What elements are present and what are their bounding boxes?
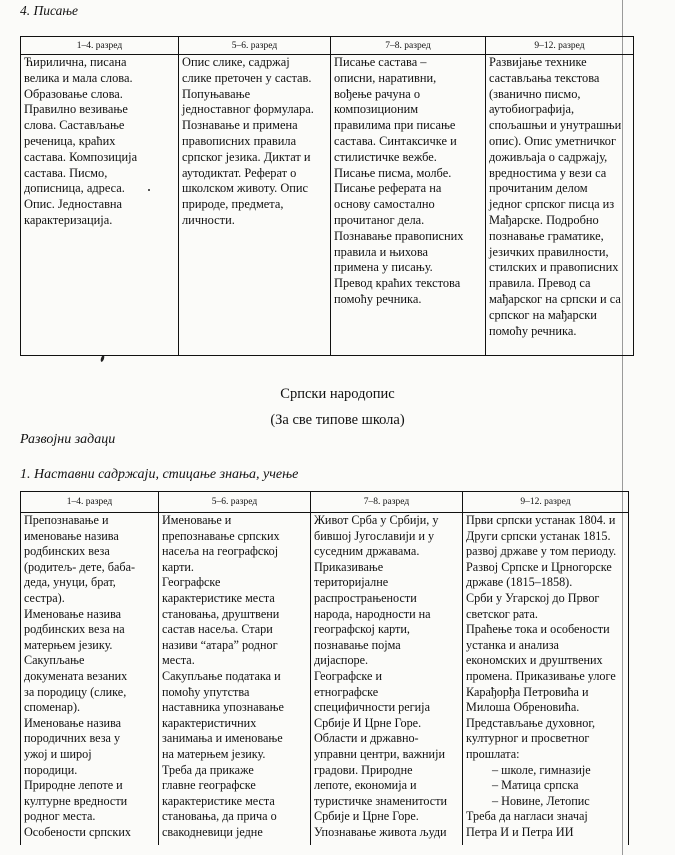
- cell-text-line: Праћење тока и особености: [466, 622, 610, 637]
- cell-text-line: – школе, гимназије: [492, 762, 591, 777]
- cell-text-line: Именовање назива: [24, 715, 122, 730]
- cell-text-line: слова. Састављање: [24, 118, 125, 133]
- cell-text-line: породичних веза у: [24, 731, 121, 746]
- cell-text-line: свакодневици једне: [162, 824, 263, 839]
- grade-header-9-12: 9–12. разред: [463, 492, 629, 513]
- cell-text-line: дописница, адреса.: [24, 181, 125, 196]
- section-title-writing: 4. Писање: [20, 3, 78, 18]
- cell-text-line: именовање назива: [24, 528, 119, 543]
- cell-text-line: правила. Превод са: [489, 276, 591, 291]
- cell-text-line: Живот Срба у Србији, у: [314, 513, 439, 527]
- cell-text-line: Приказивање: [314, 559, 384, 574]
- cell-text-line: докумената везаних: [24, 668, 128, 683]
- cell-text-line: етнографске: [314, 684, 379, 699]
- folklore-table: [20, 491, 629, 845]
- cell-text-line: слике преточен у састав.: [182, 70, 312, 85]
- cell-text-line: називи “атара” родног: [162, 637, 278, 652]
- cell-text-line: родбинских веза: [24, 544, 110, 559]
- cell-text-line: Милоша Обреновића.: [466, 700, 580, 715]
- cell-text-line: правила и њихова: [334, 244, 429, 259]
- cell-text-line: државе (1815–1858).: [466, 575, 573, 590]
- cell-text-line: развој државе у том периоду.: [466, 544, 617, 559]
- folklore-cell-grade-5-6: [159, 513, 311, 845]
- cell-text-line: места.: [162, 653, 195, 668]
- cell-text-line: управни центри, важнији: [314, 746, 445, 761]
- cell-text-line: прочитаним делом: [489, 181, 588, 196]
- cell-text-line: народа, народности на: [314, 606, 431, 621]
- cell-text-line: Попуњавање: [182, 86, 251, 101]
- cell-text-line: Петра И и Петра ИИ: [466, 824, 574, 839]
- cell-text-line: устанка и анализа: [466, 637, 559, 652]
- cell-text-line: Географске: [162, 575, 221, 590]
- cell-text-line: Срби у Угарској до Првог: [466, 590, 600, 605]
- cell-text-line: стилских и правописних: [489, 260, 619, 275]
- cell-text-line: територијалне: [314, 575, 389, 590]
- cell-text-line: Познавање правописних: [334, 228, 464, 243]
- cell-text-line: Именовање назива: [24, 606, 122, 621]
- writing-cell-grade-9-12: [486, 55, 634, 356]
- cell-text-line: родбинских веза на: [24, 622, 125, 637]
- cell-text-line: опис). Опис уметничког: [489, 133, 617, 148]
- folklore-table-row: [21, 513, 629, 845]
- cell-text-line: Географске и: [314, 668, 383, 683]
- cell-text-line: Препознавање и: [24, 513, 109, 527]
- cell-text-line: на матерњем језику.: [162, 746, 266, 761]
- cell-text-line: основу самостално: [334, 197, 435, 212]
- cell-text-line: Писање писма, молбе.: [334, 165, 452, 180]
- cell-text-line: наставника упознавање: [162, 700, 284, 715]
- cell-text-line: Први српски устанак 1804. и: [466, 513, 616, 527]
- folklore-cell-grade-1-4: [21, 513, 159, 845]
- cell-text-line: карактеристике места: [162, 793, 275, 808]
- cell-text-line: културног и просветног: [466, 731, 590, 746]
- cell-text-line: бившој Југославији и у: [314, 528, 435, 543]
- cell-text-line: Треба да прикаже: [162, 762, 254, 777]
- section-title-contents: 1. Наставни садржаји, стицање знања, учење: [20, 467, 299, 482]
- grade-header-5-6: 5–6. разред: [159, 492, 311, 513]
- writing-table: [20, 36, 634, 356]
- cell-text-line: српског на мађарски: [489, 307, 597, 322]
- cell-text-line: деда, унуци, брат,: [24, 575, 116, 590]
- cell-text-line: Развој Српске и Црногорске: [466, 559, 612, 574]
- cell-text-line: Треба да нагласи значај: [466, 809, 588, 824]
- cell-text-line: Други српски устанак 1815.: [466, 528, 611, 543]
- cell-text-line: српског језика. Диктат и: [182, 149, 311, 164]
- cell-text-line: географској карти,: [314, 622, 410, 637]
- cell-text-line: распрострањености: [314, 590, 417, 605]
- writing-cell-grade-5-6: [179, 55, 331, 356]
- cell-text-line: Упознавање живота људи: [314, 824, 447, 839]
- writing-cell-grade-7-8: [331, 55, 486, 356]
- cell-text-line: главне географске: [162, 778, 256, 793]
- grade-header-1-4: 1–4. разред: [21, 492, 159, 513]
- cell-text-line: суседним државама.: [314, 544, 420, 559]
- cell-text-line: правописних правила: [182, 133, 297, 148]
- cell-text-line: школском животу. Опис: [182, 181, 309, 196]
- writing-table-header-row: [21, 37, 634, 55]
- cell-text-line: састава. Синтаксичке и: [334, 133, 457, 148]
- cell-text-line: Познавање и примена: [182, 118, 298, 133]
- cell-text-line: спољашњи и унутрашњи: [489, 118, 622, 133]
- cell-text-line: аутобиографија,: [489, 102, 575, 117]
- writing-cell-grade-1-4: [21, 55, 179, 356]
- cell-text-line: карти.: [162, 559, 194, 574]
- cell-text-line: састава. Писмо,: [24, 165, 108, 180]
- cell-text-line: туристичке знаменитости: [314, 793, 448, 808]
- folklore-cell-grade-7-8: [311, 513, 463, 845]
- cell-text-line: Писање реферата на: [334, 181, 442, 196]
- cell-text-line: састав насеља. Стари: [162, 622, 273, 637]
- cell-text-line: реченица, краћих: [24, 133, 116, 148]
- cell-text-line: правилима при писање: [334, 118, 456, 133]
- cell-text-line: Природне лепоте и: [24, 778, 123, 793]
- cell-text-line: породици.: [24, 762, 78, 777]
- cell-text-line: описни, наративни,: [334, 70, 437, 85]
- cell-text-line: Представљање духовног,: [466, 715, 595, 730]
- cell-text-line: Развијање технике: [489, 55, 587, 69]
- cell-text-line: занимања и именовање: [162, 731, 283, 746]
- cell-text-line: вредностима у вези са: [489, 165, 607, 180]
- cell-text-line: светског рата.: [466, 606, 538, 621]
- cell-text-line: композиционим: [334, 102, 419, 117]
- cell-text-line: Образовање слова.: [24, 86, 123, 101]
- cell-text-line: Области и државно-: [314, 731, 419, 746]
- cell-text-line: Карађорђа Петровића и: [466, 684, 589, 699]
- cell-text-line: велика и мала слова.: [24, 70, 133, 85]
- cell-text-line: познавање појма: [314, 637, 401, 652]
- cell-text-line: лепоте, економија и: [314, 778, 417, 793]
- cell-text-line: културне вредности: [24, 793, 128, 808]
- cell-text-line: Писање састава –: [334, 55, 427, 69]
- cell-text-line: становања, да прича о: [162, 809, 277, 824]
- writing-table-row: [21, 55, 634, 356]
- grade-header-1-4: 1–4. разред: [21, 37, 179, 55]
- cell-text-line: економских и друштвених: [466, 653, 603, 668]
- cell-text-line: Сакупљање: [24, 653, 85, 668]
- cell-text-line: промена. Приказивање улоге: [466, 668, 616, 683]
- cell-text-line: Србије И Црне Горе.: [314, 715, 422, 730]
- cell-text-line: састављања текстова: [489, 70, 600, 85]
- folklore-table-header-row: [21, 492, 629, 513]
- subject-title: Српски народопис: [280, 386, 395, 402]
- cell-text-line: једног српског писца из: [489, 197, 615, 212]
- development-tasks-title: Развојни задаци: [20, 432, 116, 447]
- cell-text-line: дијаспоре.: [314, 653, 369, 668]
- cell-text-line: сестра).: [24, 590, 65, 605]
- cell-text-line: – Матица српска: [492, 778, 579, 793]
- cell-text-line: доживљаја о садржају,: [489, 149, 608, 164]
- folklore-cell-grade-9-12: [463, 513, 629, 845]
- subject-subtitle: (За све типове школа): [270, 412, 405, 428]
- cell-text-line: ужој и широј: [24, 746, 92, 761]
- cell-text-line: карактеристике места: [162, 590, 275, 605]
- cell-text-line: за породицу (слике,: [24, 684, 127, 699]
- cell-text-line: Сакупљање података и: [162, 668, 281, 683]
- cell-text-line: родног места.: [24, 809, 96, 824]
- cell-text-line: аутодиктат. Реферат о: [182, 165, 297, 180]
- cell-text-line: примена у писању.: [334, 260, 433, 275]
- cell-text-line: споменар).: [24, 700, 81, 715]
- cell-text-line: Превод краћих текстова: [334, 276, 461, 291]
- cell-text-line: градови. Природне: [314, 762, 413, 777]
- cell-text-line: Ћирилична, писана: [24, 55, 127, 69]
- cell-text-line: мађарског на српски и са: [489, 291, 621, 306]
- cell-text-line: матерњем језику.: [24, 637, 113, 652]
- cell-text-line: Правилно везивање: [24, 102, 128, 117]
- cell-text-line: помоћу упутства: [162, 684, 250, 699]
- cell-text-line: Мађарске. Подробно: [489, 212, 599, 227]
- cell-text-line: помоћу речника.: [489, 323, 577, 338]
- cell-text-line: прошлата:: [466, 746, 520, 761]
- cell-text-line: помоћу речника.: [334, 291, 422, 306]
- cell-text-line: једноставног формулара.: [182, 102, 314, 117]
- cell-text-line: специфичности регија: [314, 700, 430, 715]
- cell-text-line: личности.: [182, 212, 235, 227]
- grade-header-5-6: 5–6. разред: [179, 37, 331, 55]
- cell-text-line: карактеризација.: [24, 212, 113, 227]
- cell-text-line: препознавање српских: [162, 528, 280, 543]
- cell-text-line: језичких правилности,: [489, 244, 609, 259]
- cell-text-line: становања, друштвени: [162, 606, 280, 621]
- cell-text-line: насеља на географској: [162, 544, 279, 559]
- cell-text-line: састава. Композиција: [24, 149, 138, 164]
- cell-text-line: Опис. Једноставна: [24, 197, 123, 212]
- cell-text-line: Опис слике, садржај: [182, 55, 290, 69]
- cell-text-line: – Новине, Летопис: [492, 793, 590, 808]
- cell-text-line: познавање граматике,: [489, 228, 604, 243]
- cell-text-line: (званично писмо,: [489, 86, 581, 101]
- grade-header-7-8: 7–8. разред: [331, 37, 486, 55]
- cell-text-line: прочитаног дела.: [334, 212, 425, 227]
- cell-text-line: (родитељ- дете, баба-: [24, 559, 136, 574]
- grade-header-9-12: 9–12. разред: [486, 37, 634, 55]
- cell-text-line: Именовање и: [162, 513, 232, 527]
- cell-text-line: вођење рачуна о: [334, 86, 421, 101]
- cell-text-line: стилистичке вежбе.: [334, 149, 437, 164]
- cell-text-line: Особености српских: [24, 824, 131, 839]
- grade-header-7-8: 7–8. разред: [311, 492, 463, 513]
- cell-text-line: карактеристичних: [162, 715, 257, 730]
- cell-text-line: Србије и Црне Горе.: [314, 809, 419, 824]
- cell-text-line: природе, предмета,: [182, 197, 284, 212]
